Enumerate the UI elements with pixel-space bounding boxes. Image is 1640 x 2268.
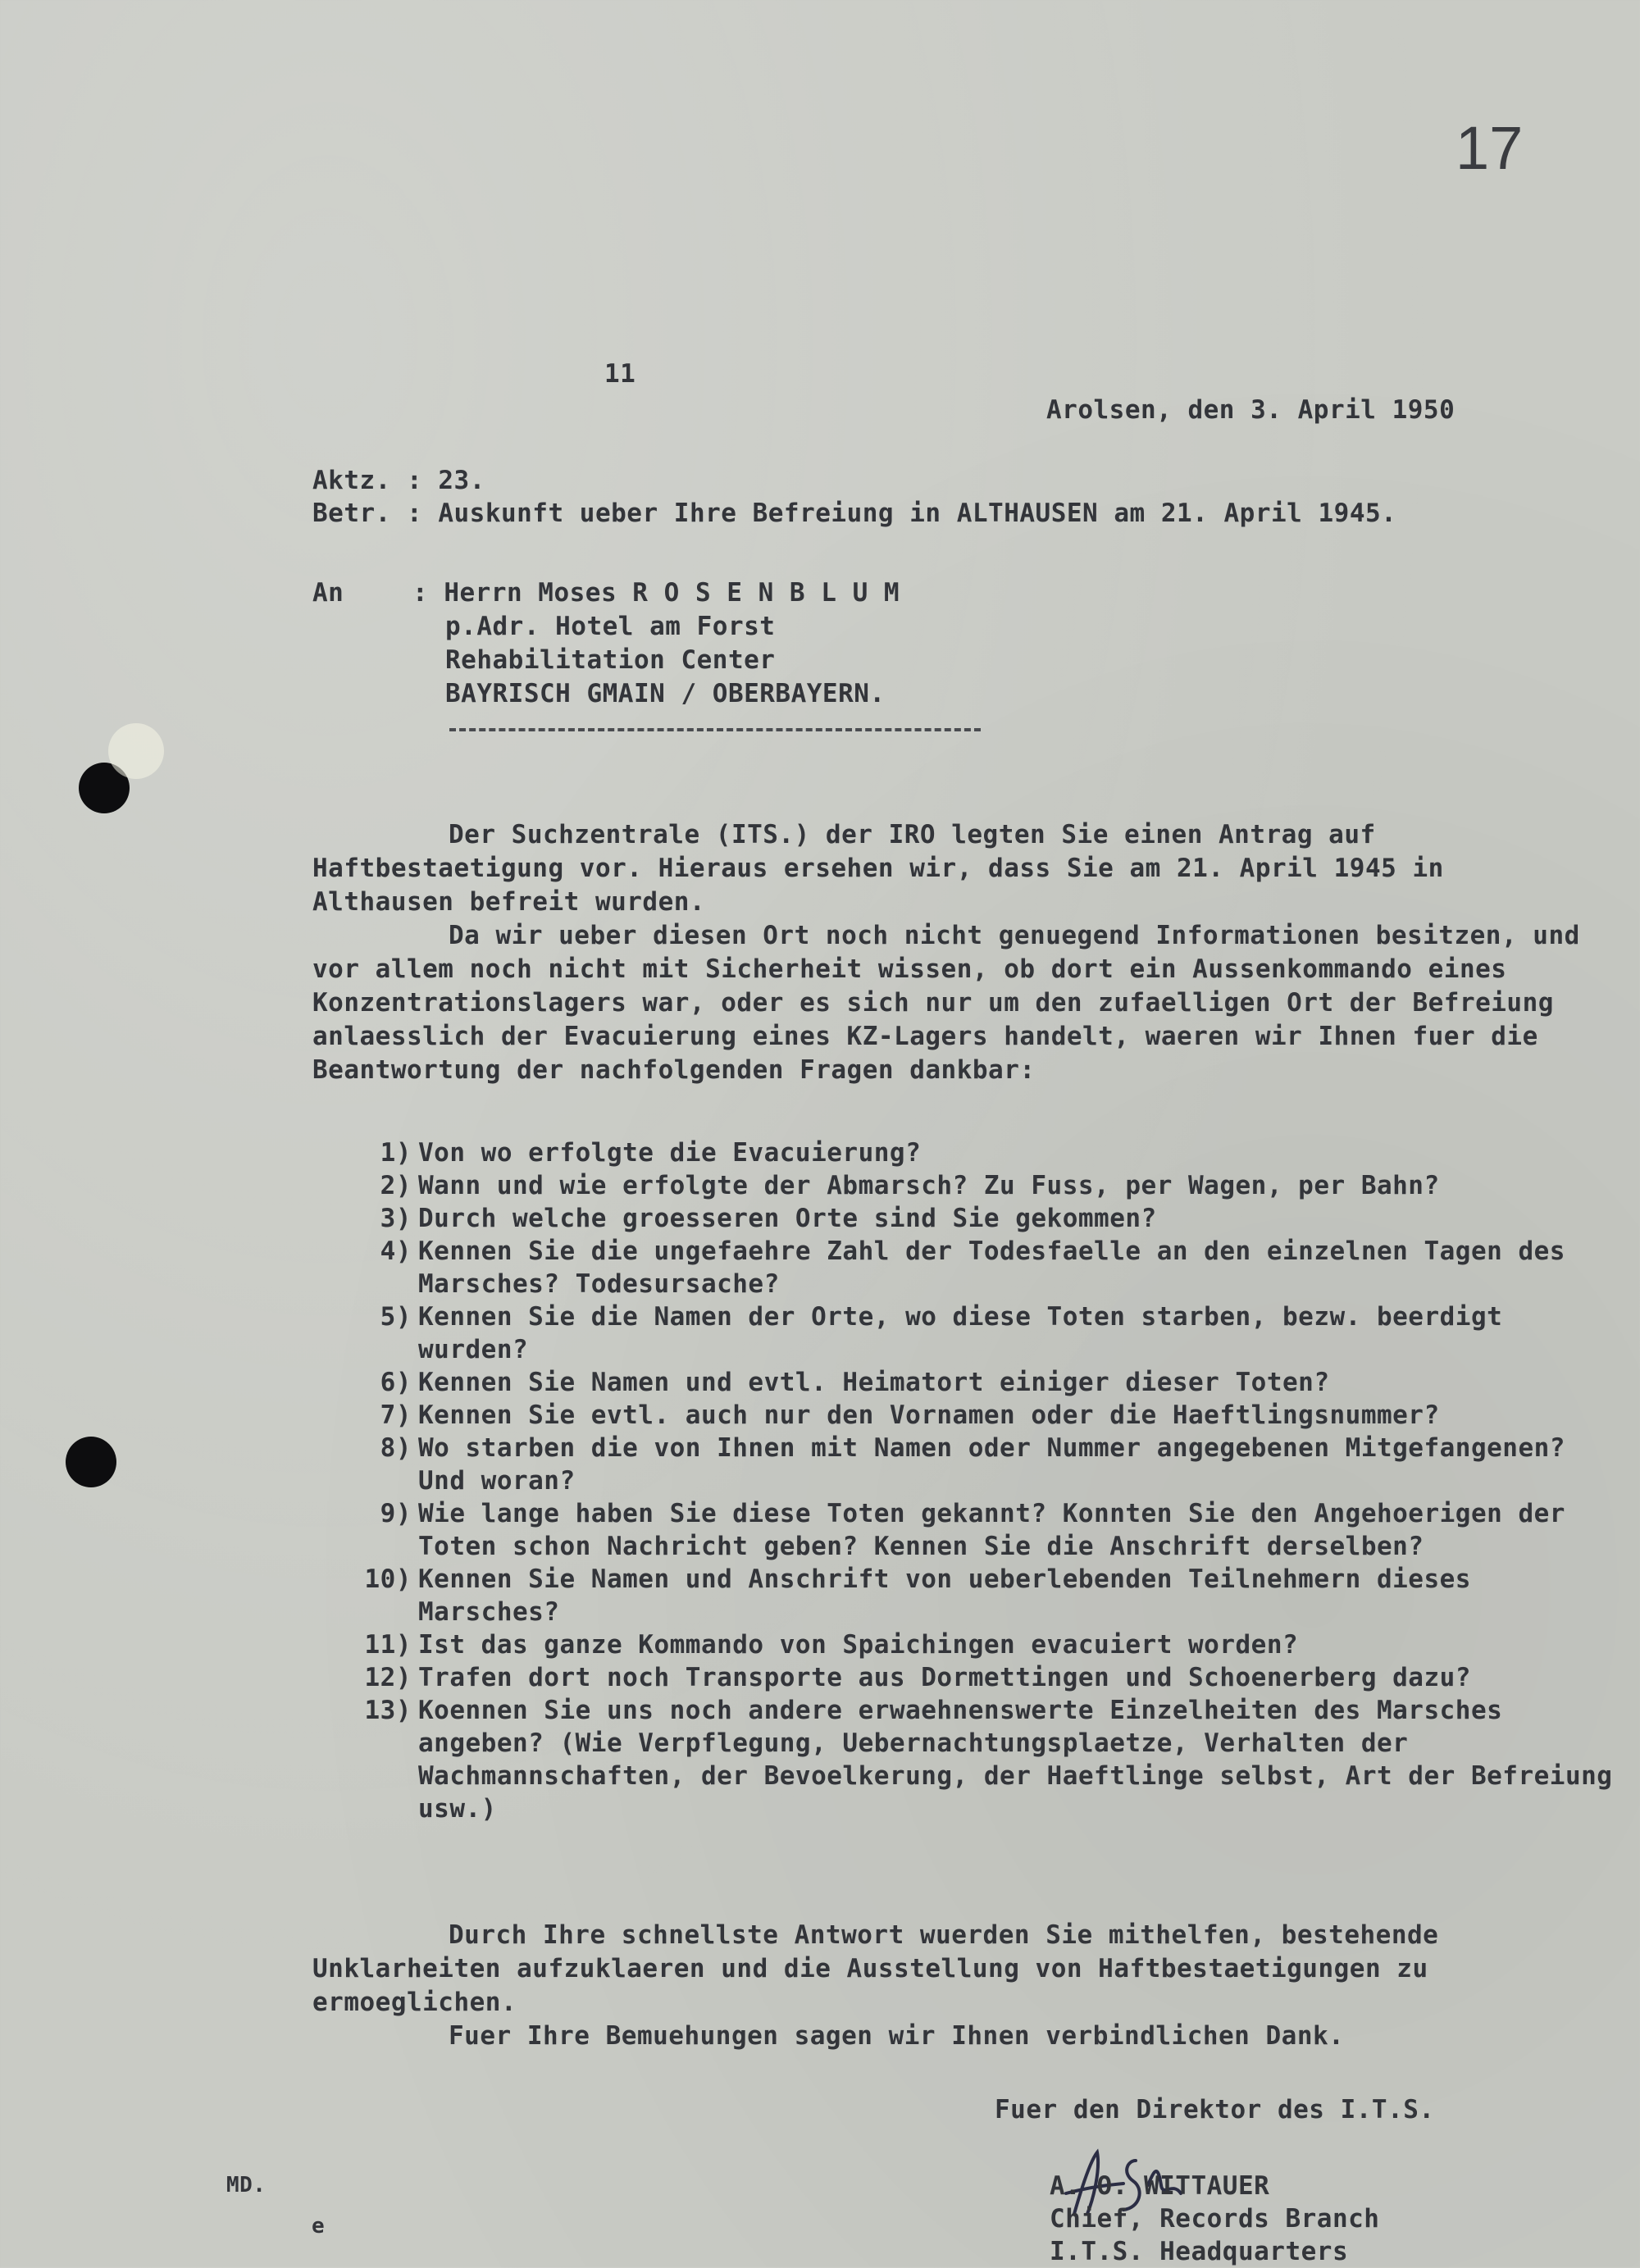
question-item [358, 1235, 1620, 1300]
closing-paragraph: Durch Ihre schnellste Antwort wuerden Sie mithelfen, bestehende Unklarheiten aufzuklaeren und die Ausstellung von Haftbestaetigungen zu ermoeglichen. [312, 1920, 1439, 2017]
address-line: BAYRISCH GMAIN / OBERBAYERN. [445, 679, 886, 708]
question-item [358, 1628, 1620, 1661]
body-paragraph: Da wir ueber diesen Ort noch nicht genuegend Informationen besitzen, und vor allem noch nicht mit Sicherheit wissen, ob dort ein Aussenkommando eines Konzentrationslagers war, oder es sich nur um den zufaelligen Ort der Befreiung anlaesslich der Evacuierung eines KZ-Lagers handelt, waeren wir Ihnen fuer die Beantwortung der nachfolgenden Fragen dankbar: [312, 921, 1580, 1085]
question-number: 12) [364, 1663, 412, 1692]
subject-value: : Auskunft ueber Ihre Befreiung in ALTHAUSEN am 21. April 1945. [407, 499, 1397, 528]
question-number: 4) [380, 1236, 412, 1266]
question-item [358, 1300, 1620, 1366]
question-text: Ist das ganze Kommando von Spaichingen evacuiert worden? [418, 1630, 1299, 1660]
reference-line [312, 466, 485, 495]
question-number: 1) [380, 1138, 412, 1168]
question-text: Kennen Sie Namen und evtl. Heimatort einiger dieser Toten? [418, 1368, 1330, 1397]
subject-line [312, 499, 1396, 528]
question-number: 6) [380, 1368, 412, 1397]
question-item [358, 1563, 1620, 1628]
address-block [312, 576, 900, 711]
question-item [358, 1661, 1620, 1694]
question-text: Von wo erfolgte die Evacuierung? [418, 1138, 922, 1168]
document-number: 11 [604, 359, 636, 389]
signature-for-line: Fuer den Direktor des I.T.S. [995, 2095, 1435, 2125]
address-label: An [312, 578, 344, 608]
question-text: Wann und wie erfolgte der Abmarsch? Zu Fuss, per Wagen, per Bahn? [418, 1171, 1440, 1200]
signer-name: A. O. WITTAUER [1050, 2171, 1270, 2201]
address-line: Rehabilitation Center [445, 645, 776, 675]
question-item [358, 1432, 1620, 1497]
question-item [358, 1202, 1620, 1235]
address-underline [449, 728, 981, 731]
question-list [358, 1136, 1620, 1825]
question-text: Koennen Sie uns noch andere erwaehnenswerte Einzelheiten des Marsches angeben? (Wie Verpflegung, Uebernachtungsplaetze, Verhalten der Wachmannschaften, der Bevoelkerung, der Haeftlinge selbst, Art der Befreiung usw.) [418, 1696, 1613, 1824]
question-item [358, 1399, 1620, 1432]
margin-mark: e [312, 2214, 326, 2238]
question-item [358, 1497, 1620, 1563]
typist-initials: MD. [226, 2173, 266, 2197]
question-number: 7) [380, 1400, 412, 1430]
signer-title: Chief, Records Branch [1050, 2204, 1380, 2234]
letter-body [312, 818, 1592, 1087]
punch-hole-bottom [66, 1437, 116, 1487]
question-text: Wo starben die von Ihnen mit Namen oder Nummer angegebenen Mitgefangenen? Und woran? [418, 1433, 1565, 1496]
question-text: Wie lange haben Sie diese Toten gekannt? Konnten Sie den Angehoerigen der Toten schon Nachricht geben? Kennen Sie die Anschrift derselben? [418, 1499, 1565, 1561]
question-item [358, 1169, 1620, 1202]
address-line: : Herrn Moses R O S E N B L U M [412, 578, 900, 608]
question-number: 3) [380, 1204, 412, 1233]
body-paragraph: Der Suchzentrale (ITS.) der IRO legten Sie einen Antrag auf Haftbestaetigung vor. Hieraus ersehen wir, dass Sie am 21. April 1945 in Althausen befreit wurden. [312, 820, 1444, 917]
question-number: 10) [364, 1564, 412, 1594]
question-number: 5) [380, 1302, 412, 1332]
question-text: Kennen Sie die Namen der Orte, wo diese Toten starben, bezw. beerdigt wurden? [418, 1302, 1503, 1364]
address-line: p.Adr. Hotel am Forst [445, 612, 776, 641]
question-text: Durch welche groesseren Orte sind Sie gekommen? [418, 1204, 1157, 1233]
signer-organization: I.T.S. Headquarters [1050, 2237, 1349, 2266]
question-number: 13) [364, 1696, 412, 1725]
question-text: Kennen Sie Namen und Anschrift von ueberlebenden Teilnehmern dieses Marsches? [418, 1564, 1471, 1627]
question-item [358, 1136, 1620, 1169]
question-number: 8) [380, 1433, 412, 1463]
reference-value: : 23. [407, 466, 485, 495]
question-number: 11) [364, 1630, 412, 1660]
signature-block [1050, 2170, 1379, 2268]
subject-label: Betr. [312, 499, 391, 528]
reference-label: Aktz. [312, 466, 391, 495]
closing-text [312, 1919, 1592, 2053]
closing-paragraph: Fuer Ihre Bemuehungen sagen wir Ihnen verbindlichen Dank. [449, 2021, 1345, 2051]
date-line: Arolsen, den 3. April 1950 [1046, 395, 1456, 425]
question-item [358, 1366, 1620, 1399]
question-text: Kennen Sie evtl. auch nur den Vornamen oder die Haeftlingsnummer? [418, 1400, 1440, 1430]
question-text: Kennen Sie die ungefaehre Zahl der Todesfaelle an den einzelnen Tagen des Marsches? Todesursache? [418, 1236, 1565, 1299]
question-number: 9) [380, 1499, 412, 1528]
paper-stain [108, 723, 164, 779]
page-number: 17 [1456, 114, 1524, 182]
question-text: Trafen dort noch Transporte aus Dormettingen und Schoenerberg dazu? [418, 1663, 1471, 1692]
question-item [358, 1694, 1620, 1825]
question-number: 2) [380, 1171, 412, 1200]
